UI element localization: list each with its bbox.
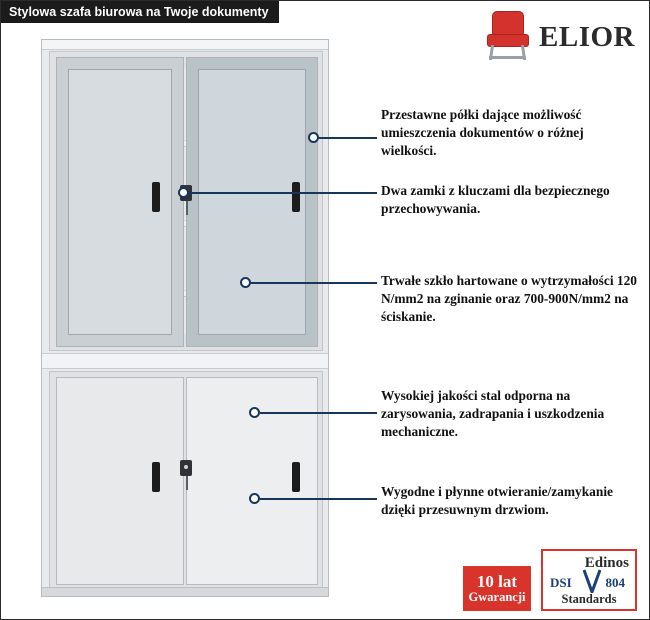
callout-text-glass: Trwałe szkło hartowane o wytrzymałości 120 N/mm2 na zginanie oraz 700-900N/mm2 na ściskanie. bbox=[381, 273, 637, 324]
office-cabinet-illustration bbox=[41, 39, 329, 597]
door-handle-lower-left[interactable] bbox=[152, 462, 160, 492]
certificate-dsi: DSI bbox=[550, 575, 572, 590]
warranty-years: 10 lat bbox=[476, 572, 518, 592]
red-chair-icon bbox=[485, 11, 531, 63]
door-handle-upper-left[interactable] bbox=[152, 182, 160, 212]
door-handle-upper-right[interactable] bbox=[292, 182, 300, 212]
door-key-lower[interactable] bbox=[186, 476, 188, 490]
warranty-label: Gwarancji bbox=[468, 589, 526, 604]
certificate-standards: Standards bbox=[561, 592, 617, 606]
door-key-upper[interactable] bbox=[186, 201, 188, 215]
cabinet-mid-rail bbox=[42, 353, 328, 369]
glass-door-left[interactable] bbox=[56, 57, 184, 347]
callout-text-locks: Dwa zamki z kluczami dla bezpiecznego przechowywania. bbox=[381, 183, 610, 216]
certificate-number: 804 bbox=[605, 575, 625, 590]
cabinet-upper-section bbox=[49, 51, 323, 351]
check-mark-icon bbox=[583, 567, 601, 593]
brand-logo bbox=[485, 11, 635, 63]
cabinet-top-edge bbox=[42, 40, 328, 50]
callout-text-shelves: Przestawne półki dające możliwość umieszczenia dokumentów o różnej wielkości. bbox=[381, 107, 584, 158]
glass-pane bbox=[198, 69, 306, 335]
callout-text-sliding-doors: Wygodne i płynne otwieranie/zamykanie dzięki przesuwnym drzwiom. bbox=[381, 484, 613, 517]
door-handle-lower-right[interactable] bbox=[292, 462, 300, 492]
solid-door-left[interactable] bbox=[56, 377, 184, 585]
page-title-text: Stylowa szafa biurowa na Twoje dokumenty bbox=[9, 5, 269, 19]
warranty-badge bbox=[463, 566, 531, 611]
door-lock-upper[interactable] bbox=[180, 185, 192, 201]
door-lock-lower[interactable] bbox=[180, 460, 192, 476]
callout-text-steel: Wysokiej jakości stal odporna na zarysowania, zadrapania i uszkodzenia mechaniczne. bbox=[381, 388, 605, 439]
cabinet-lower-section bbox=[49, 371, 323, 589]
certificate-badge bbox=[541, 549, 637, 611]
page-title bbox=[1, 1, 279, 23]
cabinet-plinth bbox=[42, 587, 328, 596]
brand-name: ELIOR bbox=[539, 20, 635, 53]
certificate-brand: Edinos bbox=[584, 555, 629, 571]
